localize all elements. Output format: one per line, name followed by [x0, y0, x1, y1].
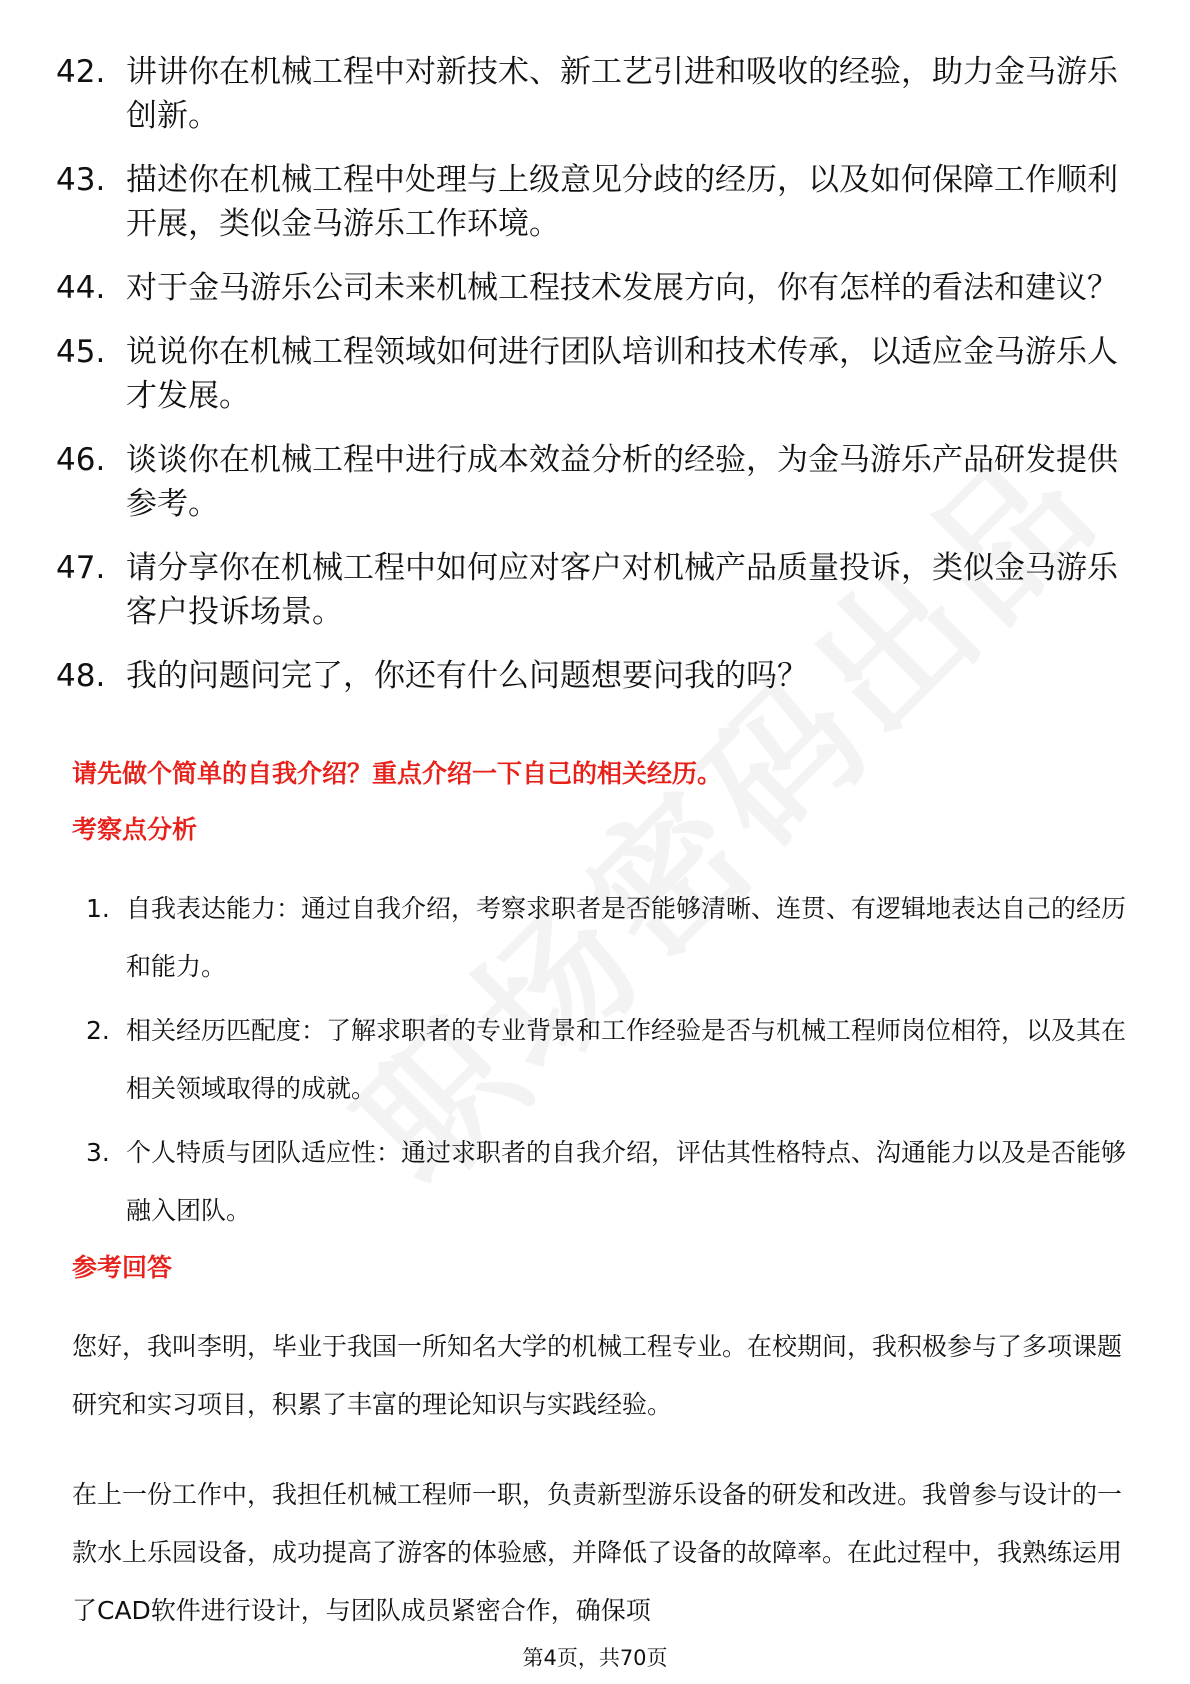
- question-item: [56, 654, 1136, 698]
- question-number: 43.: [56, 162, 106, 198]
- question-number: 47.: [56, 550, 106, 586]
- analysis-text: 个人特质与团队适应性：通过求职者的自我介绍，评估其性格特点、沟通能力以及是否能够融入团队。: [126, 1138, 1127, 1225]
- question-item: [56, 330, 1136, 418]
- page-footer: 第4页，共70页: [522, 1646, 668, 1670]
- analysis-heading: 考察点分析: [72, 815, 198, 844]
- question-number: 45.: [56, 334, 106, 370]
- analysis-number: 1.: [86, 894, 110, 923]
- question-item: [56, 546, 1136, 634]
- analysis-number: 2.: [86, 1016, 110, 1045]
- analysis-text: 自我表达能力：通过自我介绍，考察求职者是否能够清晰、连贯、有逻辑地表达自己的经历和能力。: [126, 894, 1127, 981]
- section-title: 请先做个简单的自我介绍？重点介绍一下自己的相关经历。: [72, 759, 723, 788]
- answer-paragraph: 您好，我叫李明，毕业于我国一所知名大学的机械工程专业。在校期间，我积极参与了多项课题研究和实习项目，积累了丰富的理论知识与实践经验。: [72, 1332, 1123, 1419]
- analysis-item: [86, 1124, 1126, 1240]
- question-item: [56, 50, 1136, 138]
- question-item: [56, 158, 1136, 246]
- question-text: 说说你在机械工程领域如何进行团队培训和技术传承，以适应金马游乐人才发展。: [126, 334, 1118, 414]
- question-text: 请分享你在机械工程中如何应对客户对机械产品质量投诉，类似金马游乐客户投诉场景。: [126, 550, 1118, 630]
- question-text: 对于金马游乐公司未来机械工程技术发展方向，你有怎样的看法和建议？: [126, 270, 1118, 306]
- question-item: [56, 438, 1136, 526]
- analysis-number: 3.: [86, 1138, 110, 1167]
- question-text: 我的问题问完了，你还有什么问题想要问我的吗？: [126, 658, 808, 694]
- question-item: [56, 266, 1136, 310]
- question-number: 48.: [56, 658, 106, 694]
- question-text: 讲讲你在机械工程中对新技术、新工艺引进和吸收的经验，助力金马游乐创新。: [126, 54, 1118, 134]
- analysis-list: [86, 880, 1126, 1246]
- analysis-item: [86, 880, 1126, 996]
- analysis-text: 相关经历匹配度：了解求职者的专业背景和工作经验是否与机械工程师岗位相符，以及其在相关领域取得的成就。: [126, 1016, 1127, 1103]
- question-text: 描述你在机械工程中处理与上级意见分歧的经历，以及如何保障工作顺利开展，类似金马游乐工作环境。: [126, 162, 1118, 242]
- question-number: 46.: [56, 442, 106, 478]
- question-number: 44.: [56, 270, 106, 306]
- question-number: 42.: [56, 54, 106, 90]
- answer-paragraph: 在上一份工作中，我担任机械工程师一职，负责新型游乐设备的研发和改进。我曾参与设计的一款水上乐园设备，成功提高了游客的体验感，并降低了设备的故障率。在此过程中，我熟练运用了CAD软件进行设计，与团队成员紧密合作，确保项: [72, 1480, 1123, 1625]
- analysis-item: [86, 1002, 1126, 1118]
- question-list: [56, 50, 1136, 718]
- question-text: 谈谈你在机械工程中进行成本效益分析的经验，为金马游乐产品研发提供参考。: [126, 442, 1118, 522]
- answer-heading: 参考回答: [72, 1253, 173, 1282]
